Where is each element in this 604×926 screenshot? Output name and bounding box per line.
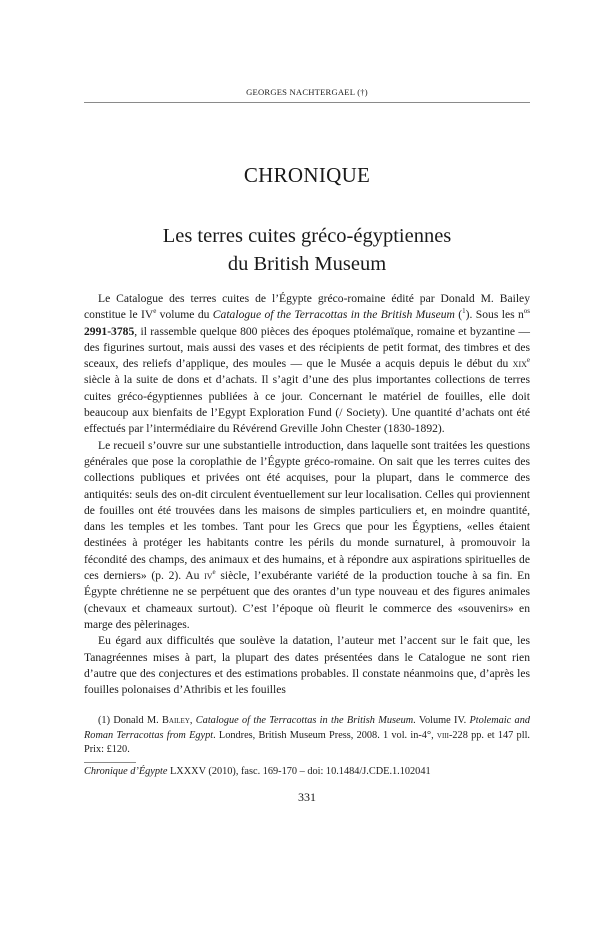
italic-title: Catalogue of the Terracottas in the British Museum (195, 715, 414, 726)
footnote-author: Bailey (162, 715, 190, 726)
superscript: e (526, 356, 530, 365)
text-span: volume du (156, 308, 213, 322)
superscript: os (523, 307, 530, 316)
footnote-reference[interactable]: 1 (462, 307, 466, 316)
article-title-line-1: Les terres cuites gréco-égyptiennes (162, 225, 452, 247)
superscript: e (153, 307, 157, 316)
footnote-marker: (1) Donald M. (98, 715, 163, 726)
footnote-1 (84, 714, 530, 758)
italic-title: Ptolemaic and Roman Terracottas from Egypt (84, 715, 530, 741)
header-rule (84, 102, 530, 103)
text-span: siècle, l’exubérante variété de la production touche à sa fin. En Égypte chrétienne ne se perpétuent que des orantes d’un type nouveau et des figures animales (chevaux et chameaux surtout). C’est l’époque où fleurit le commerce des «souvenirs» en marge des pèlerinages. (84, 569, 530, 631)
paragraph-3: Eu égard aux difficultés que soulève la datation, l’auteur met l’accent sur le fait que, les Tanagréennes mises à part, la plupart des dates présentées dans le Catalogue ne sont rien d’autre que des conjectures et des estimations probables. Il constate néanmoins que, d’après les fouilles polonaises d’Athribis et les fouilles (84, 634, 530, 697)
page-number: 331 (298, 790, 316, 804)
century-numeral: xix (512, 357, 527, 371)
article-title (84, 222, 530, 278)
footer-rule (84, 762, 136, 763)
article-body (84, 291, 530, 698)
article-title-line-2: du British Museum (227, 253, 387, 275)
text-span: , (189, 715, 196, 726)
text-span: siècle à la suite de dons et d’achats. Il s’agit d’une des plus importantes collections de terres cuites gréco-égyptiennes publiées à ce jour. Concernant le matériel de fouilles, elle doit beaucoup aux bienfaits de l’Egypt Exploration Fund (/ Society). Une quantité d’achats ont été effectués par l’intermédiaire du Révérend Greville John Chester (1830-1892). (84, 373, 530, 436)
footnote-text (84, 714, 530, 758)
journal-citation (84, 765, 530, 779)
text-span: . Volume IV. (413, 715, 470, 726)
text-span: . Londres, British Museum Press, 2008. 1 vol. in-4°, (213, 729, 437, 741)
italic-title: Catalogue of the Terracottas in the British Museum (212, 308, 455, 322)
roman-pages: viii (436, 729, 449, 741)
text-span: Le Catalogue des terres cuites de l’Égypte gréco-romaine édité par Donald M. Bailey constitue le IV (84, 292, 530, 322)
paragraph-1 (84, 291, 530, 438)
superscript: e (212, 568, 216, 577)
journal-name: Chronique d’Égypte (84, 766, 168, 777)
paragraph-2 (84, 438, 530, 634)
text-span: ). Sous les n (465, 308, 524, 322)
text-span: , il rassemble quelque 800 pièces des époques ptolémaïque, romaine et byzantine — des figurines surtout, mais aussi des vases et des récipients de petit format, des timbres et des sceaux, des reliefs d’applique, des moules — que le Musée a acquis depuis le début du (84, 324, 530, 371)
text-span: ( (454, 308, 463, 322)
text-span: -228 pp. et 147 pll. Prix: £120. (84, 729, 531, 755)
running-head: GEORGES NACHTERGAEL (†) (246, 87, 368, 97)
section-title: CHRONIQUE (243, 163, 371, 187)
catalogue-numbers: 2991-3785 (84, 324, 135, 338)
century-numeral: iv (204, 569, 213, 583)
text-span: Le recueil s’ouvre sur une substantielle introduction, dans laquelle sont traitées les questions générales que pose la coroplathie de l’Égypte gréco-romaine. On sait que les terres cuites des collections publiques et privées ont été acquises, pour la plupart, dans le commerce des antiquités: seuls des on-dit circulent éventuellement sur leur localisation. Celles qui proviennent de fouilles ont été trouvées dans les maisons de simples particuliers et, en moindre quantité, dans les temples et les tombes. Tant pour les Grecs que pour les Égyptiens, «elles étaient destinées à protéger les habitants contre les périls du monde surnaturel, à promouvoir la fécondité des champs, des animaux et des humains, et à répondre aux aspirations spirituelles de ces derniers» (p. 2). Au (84, 438, 530, 583)
citation-details: LXXXV (2010), fasc. 169-170 – doi: 10.1484/J.CDE.1.102041 (167, 766, 431, 777)
